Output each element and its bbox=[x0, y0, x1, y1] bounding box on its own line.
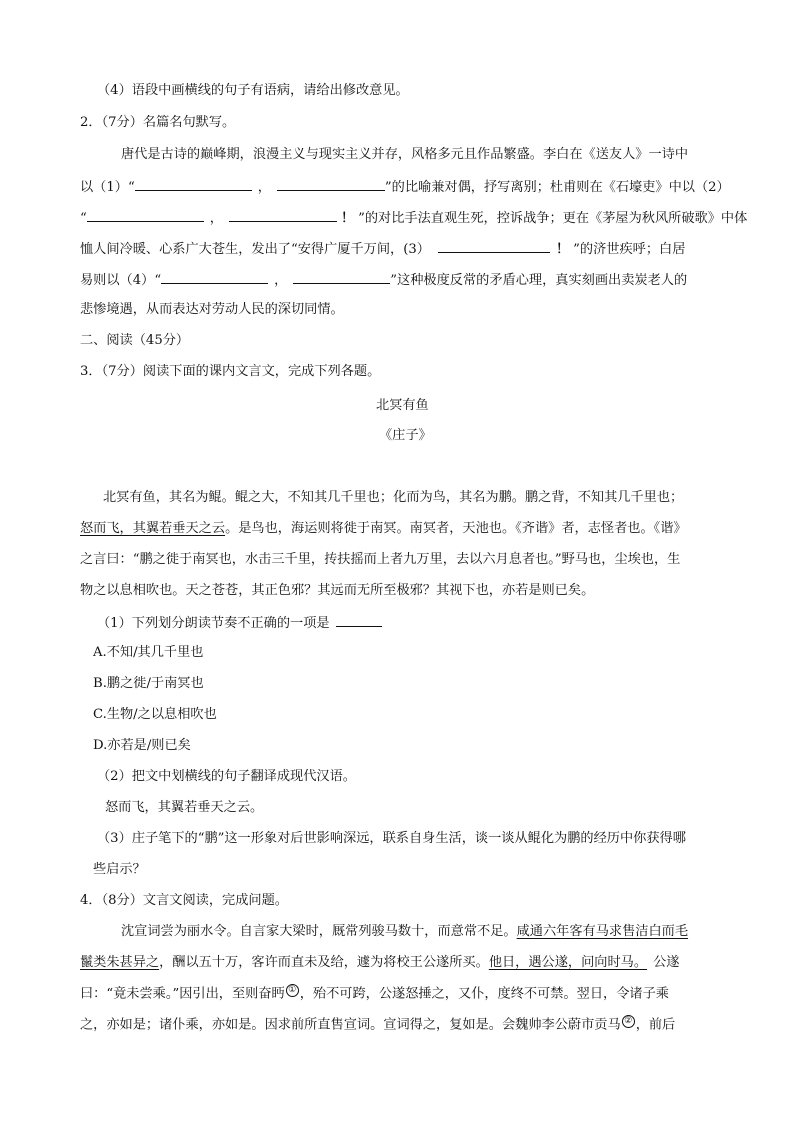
q4-line-3 bbox=[80, 984, 669, 1004]
q2-line-4-exclaim: ！ bbox=[555, 242, 570, 257]
passage-title: 北冥有鱼 bbox=[376, 398, 429, 413]
q4-line-2-text: ，酬以五十万，客许而直未及给，遽为将校王公遂所买。 bbox=[159, 955, 489, 970]
option-d: D.亦若是/则已矣 bbox=[93, 738, 191, 753]
q2-line-3-exclaim: ！ bbox=[340, 211, 355, 226]
option-b: B.鹏之徙/于南冥也 bbox=[93, 676, 204, 691]
footnote-marker-1: ① bbox=[286, 984, 299, 997]
q2-line-3-text-a: “ bbox=[80, 211, 87, 226]
passage-author: 《庄子》 bbox=[379, 428, 432, 443]
q2-line-3-comma: ， bbox=[209, 211, 223, 226]
q4-line-4-end: ，前后 bbox=[635, 1017, 676, 1033]
underlined-sentence: 怒而飞，其翼若垂天之云 bbox=[80, 521, 226, 536]
answer-blank-1b[interactable] bbox=[277, 176, 385, 191]
q2-line-5-text-c: ”这种极度反常的矛盾心理，真实刻画出卖炭老人的 bbox=[390, 273, 688, 288]
answer-blank-3[interactable] bbox=[438, 238, 550, 253]
q3-sub2: （2）把文中划横线的句子翻译成现代汉语。 bbox=[97, 769, 356, 784]
q2-line-4-text-a: 恤人间冷暖、心系广大苍生，发出了“安得广厦千万间，(3） bbox=[80, 242, 430, 257]
q2-line-1: 唐代是古诗的巅峰期，浪漫主义与现实主义并存，风格多元且作品繁盛。李白在《送友人》一诗中 bbox=[121, 147, 689, 162]
passage-line-2 bbox=[80, 519, 687, 539]
q4-underlined-2: 他日，遇公遂，问向时马。 bbox=[488, 955, 648, 970]
passage-line-4: 物之以息相吹也。天之苍苍，其正色邪？其远而无所至极邪？其视下也，亦若是则已矣。 bbox=[80, 583, 595, 598]
footnote-marker-2: ② bbox=[622, 1015, 635, 1028]
q1-sub4: （4）语段中画横线的句子有语病，请给出修改意见。 bbox=[97, 83, 409, 98]
q4-underlined-1: 咸通六年客有马求售洁白而毛 bbox=[516, 924, 689, 939]
q3-sub2-sentence: 怒而飞，其翼若垂天之云。 bbox=[105, 800, 264, 815]
q3-heading: 3．（7分）阅读下面的课内文言文，完成下列各题。 bbox=[80, 364, 381, 379]
option-c: C.生物/之以息相吹也 bbox=[93, 707, 217, 722]
q3-sub3-line-1: （3）庄子笔下的“鹏”这一形象对后世影响深远，联系自身生活，谈一谈从鲲化为鹏的经历中你获得哪 bbox=[97, 831, 686, 846]
option-a: A.不知/其几千里也 bbox=[93, 645, 204, 660]
q4-line-4 bbox=[80, 1015, 675, 1035]
q2-line-4-text-c: ”的济世疾呼；白居 bbox=[573, 242, 686, 257]
passage-line-3: 之言曰：“鹏之徙于南冥也，水击三千里，抟扶摇而上者九万里，去以六月息者也。”野马也，尘埃也，生 bbox=[80, 552, 681, 567]
q4-underlined-1-cont: 鬣类朱甚异之 bbox=[80, 955, 160, 970]
answer-blank-4b[interactable] bbox=[293, 269, 390, 284]
q4-line-2-end: 公遂 bbox=[653, 955, 680, 970]
answer-blank-2b[interactable] bbox=[229, 207, 337, 222]
q4-line-1-text: 沈宣词尝为丽水令。自言家大梁时，厩常列骏马数十，而意常不足。 bbox=[121, 924, 517, 939]
passage-line-1: 北冥有鱼，其名为鲲。鲲之大，不知其几千里也；化而为鸟，其名为鹏。鹏之背，不知其几千里也； bbox=[103, 490, 684, 505]
answer-blank-2a[interactable] bbox=[87, 207, 204, 222]
q2-line-3-text-d: ”的对比手法直观生死，控诉战争；更在《茅屋为秋风所破歌》中体 bbox=[358, 211, 748, 226]
q2-line-5-text-a: 易则以（4）“ bbox=[80, 273, 162, 288]
q4-line-1 bbox=[121, 922, 688, 942]
passage-line-2-rest: 。是鸟也，海运则将徙于南冥。南冥者，天池也。《齐谐》者，志怪者也。《谐》 bbox=[225, 521, 687, 536]
q2-line-5-comma: ， bbox=[274, 273, 288, 288]
answer-blank-1a[interactable] bbox=[135, 176, 252, 191]
q2-line-2 bbox=[80, 176, 730, 198]
q4-line-4-text: 之，亦如是；诸仆乘，亦如是。因求前所直售宣词。宣词得之，复如是。会魏帅李公蔚市贡马 bbox=[80, 1017, 621, 1033]
q2-line-6: 悲惨境遇，从而表达对劳动人民的深切同情。 bbox=[80, 302, 344, 317]
q2-heading: 2．（7分）名篇名句默写。 bbox=[80, 115, 236, 130]
q2-line-3 bbox=[80, 207, 747, 229]
q2-line-2-text-a: 以（1）“ bbox=[80, 180, 135, 195]
q3-sub1 bbox=[97, 612, 382, 634]
q4-line-3-text-a: 曰：“竟未尝乘。”因引出，至则奋眄 bbox=[80, 986, 285, 1002]
q2-line-4 bbox=[80, 238, 685, 260]
q3-sub3-line-2: 些启示？ bbox=[93, 862, 146, 877]
answer-blank-4a[interactable] bbox=[161, 269, 268, 284]
q2-line-5 bbox=[80, 269, 687, 291]
q2-line-2-text-c: ”的比喻兼对偶，抒写离别；杜甫则在《石壕吏》中以（2） bbox=[384, 180, 730, 195]
q4-line-2 bbox=[80, 953, 679, 973]
q2-line-2-comma: ， bbox=[257, 180, 271, 195]
answer-blank-q3-1[interactable] bbox=[336, 612, 382, 627]
q4-line-3-text-b: ，殆不可跨，公遂怒捶之，又仆，度终不可禁。翌日，令诸子乘 bbox=[299, 986, 669, 1002]
q3-sub1-text: （1）下列划分朗读节奏不正确的一项是 bbox=[97, 616, 330, 631]
section-reading-heading: 二、阅读（45分） bbox=[80, 333, 190, 348]
q4-heading: 4．（8分）文言文阅读，完成问题。 bbox=[80, 893, 288, 908]
